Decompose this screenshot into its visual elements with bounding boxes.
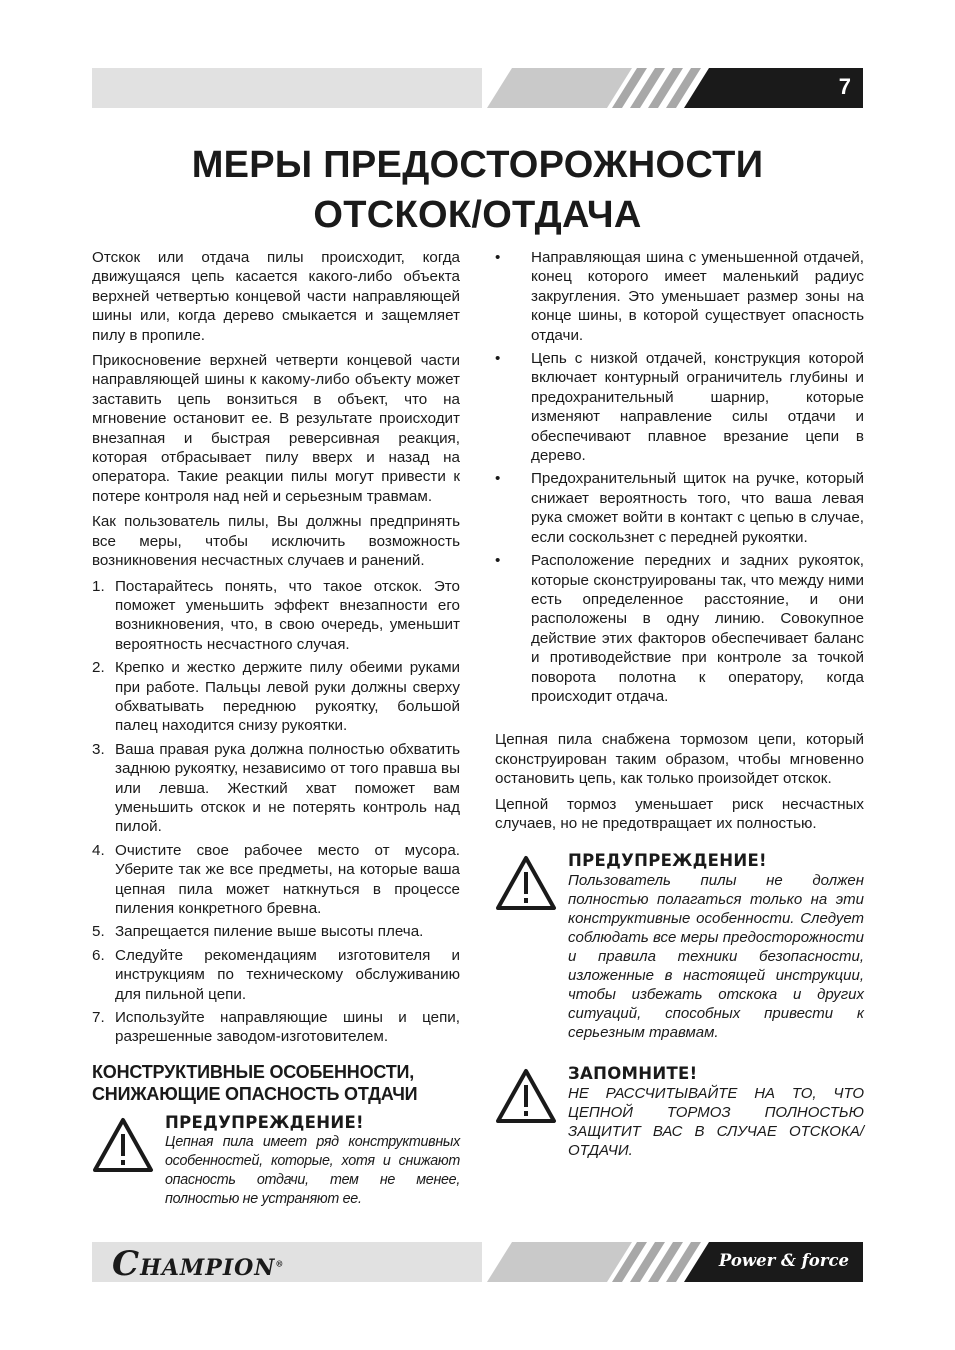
bullet: • [495,470,501,488]
remember-text: НЕ РАССЧИТЫВАЙТЕ НА ТО, ЧТО ЦЕПНОЙ ТОРМОЗ ПОЛНОСТЬЮ ЗАЩИТИТ ВАС В СЛУЧАЕ ОТСКОКА/ОТДАЧИ. [568,1085,864,1160]
warning-title: ПРЕДУПРЕЖДЕНИЕ! [165,1112,364,1132]
bullet-list [495,248,864,706]
section-heading-line-1: КОНСТРУКТИВНЫЕ ОСОБЕННОСТИ, [92,1061,415,1082]
warning-icon [495,855,557,911]
bullet: • [495,552,501,570]
list-item-text: Крепко и жестко держите пилу обеими руками при работе. Пальцы левой руки должны сверху обхватывать переднюю рукоятку, большой палец находится снизу рукоятки. [115,659,460,735]
section-heading-line-2: СНИЖАЮЩИЕ ОПАСНОСТЬ ОТДАЧИ [92,1083,418,1104]
list-number: 4. [92,841,105,859]
list-item [92,841,460,919]
list-item-text: Следуйте рекомендациям изготовителя и инструкциям по техническому обслуживанию для пильной цепи. [115,946,460,1003]
page-title [0,140,955,240]
list-item [92,946,460,1004]
header-band [92,68,863,108]
list-item [495,349,864,465]
warning-icon [495,1068,557,1124]
warning-title: ПРЕДУПРЕЖДЕНИЕ! [568,851,767,871]
bullet: • [495,350,501,368]
list-number: 6. [92,946,105,964]
list-item-text: Предохранительный щиток на ручке, который снижает вероятность того, что ваша левая рука сможет войти в контакт с цепью в случае, если соскользнет с передней рукоятки. [531,470,864,546]
warning-icon [92,1117,154,1173]
paragraph: Цепная пила снабжена тормозом цепи, который сконструирован таким образом, чтобы мгновенно остановить цепь, как только произойдет отскок. [495,731,864,788]
list-item-text: Запрещается пиление выше высоты плеча. [115,923,424,941]
list-item [92,1008,460,1047]
title-line-2: ОТСКОК/ОТДАЧА [313,194,642,236]
remember-title: ЗАПОМНИТЕ! [568,1064,698,1084]
list-item-text: Расположение передних и задних рукояток, которые сконструированы так, что между ними есть определенное расстояние, и они расположены в одну линию. Совокупное действие этих факторов обеспечивает баланс и противодействие при контроле за точкой поворота полотна к оператору, когда происходит отдача. [531,552,864,705]
paragraph: Как пользователь пилы, Вы должны предпринять все меры, чтобы исключить возможность возникновения несчастных случаев и ранений. [92,513,460,570]
list-item [92,577,460,655]
logo-initial: C [112,1244,141,1284]
paragraph: Отскок или отдача пилы происходит, когда движущаяся цепь касается какого-либо объекта верхней четвертью концевой части направляющей шины или, когда дерево смыкается и защемляет пилу в пропиле. [92,249,460,344]
list-item [495,469,864,547]
paragraph: Цепной тормоз уменьшает риск несчастных случаев, но не предотвращает их полностью. [495,795,864,832]
list-item-text: Используйте направляющие шины и цепи, разрешенные заводом-изготовителем. [115,1009,460,1046]
warning-text: Цепная пила имеет ряд конструктивных особенностей, которые, хотя и снижают опасность отдачи, тем не менее, полностью не устраняют ее. [165,1133,460,1207]
list-item [92,740,460,837]
warning-block [495,851,864,1042]
list-item [92,922,460,941]
page-number: 7 [838,74,851,99]
remember-block [495,1064,864,1160]
list-item-text: Очистите свое рабочее место от мусора. Уберите так же все предметы, на которые ваша цепная пила может наткнуться в процессе пиления конкретного бревна. [115,841,460,917]
list-number: 5. [92,923,105,941]
registered-mark: ® [275,1258,285,1269]
section-heading [92,1061,460,1105]
title-line-1: МЕРЫ ПРЕДОСТОРОЖНОСТИ [191,144,764,186]
list-item [495,248,864,345]
list-number: 2. [92,659,105,677]
list-item-text: Цепь с низкой отдачей, конструкция которой включает контурный ограничитель глубины и предохранительный шарнир, которые изменяют направление силы отдачи и обеспечивают плавное врезание цепи в дерево. [531,350,864,465]
list-item [495,551,864,706]
logo-rest: HAMPION [140,1255,276,1281]
warning-block [92,1113,460,1209]
list-number: 1. [92,577,105,595]
list-item-text: Направляющая шина с уменьшенной отдачей, конец которого имеет маленький радиус закругления. Это уменьшает размер зоны на конце шины, в которой существует опасность отдачи. [531,249,864,344]
slogan: Power & force [718,1251,849,1270]
numbered-list [92,577,460,1047]
list-number: 7. [92,1009,105,1027]
left-column [92,248,460,1209]
paragraph: Прикосновение верхней четверти концевой части направляющей шины к какому-либо объекту может заставить цепь вонзиться в объект, что на мгновение остановит ее. В результате происходит внезапная и быстрая реверсивная реакция, которая отбрасывает пилу вверх и назад на оператора. Такие реакции пилы могут привести к потере контроля над ней и серьезным травмам. [92,352,460,505]
right-column [495,248,864,1160]
list-item [92,658,460,736]
bullet: • [495,249,501,266]
list-number: 3. [92,740,105,758]
list-item-text: Постарайтесь понять, что такое отскок. Это поможет уменьшить эффект внезапности его возникновения, что, в свою очередь, уменьшит вероятность несчастного случая. [115,577,460,653]
list-item-text: Ваша правая рука должна полностью обхватить заднюю рукоятку, независимо от того правша вы или левша. Жесткий хват поможет вам уменьшить отскок и не потерять контроль над пилой. [115,740,460,836]
warning-text: Пользователь пилы не должен полностью полагаться только на эти конструктивные особенности. Следует соблюдать все меры предосторожности и правила техники безопасности, изложенные в настоящей инструкции, чтобы избежать отскока и других ситуаций, способных привести к серьезным травмам. [568,872,864,1042]
brand-logo [112,1244,284,1284]
